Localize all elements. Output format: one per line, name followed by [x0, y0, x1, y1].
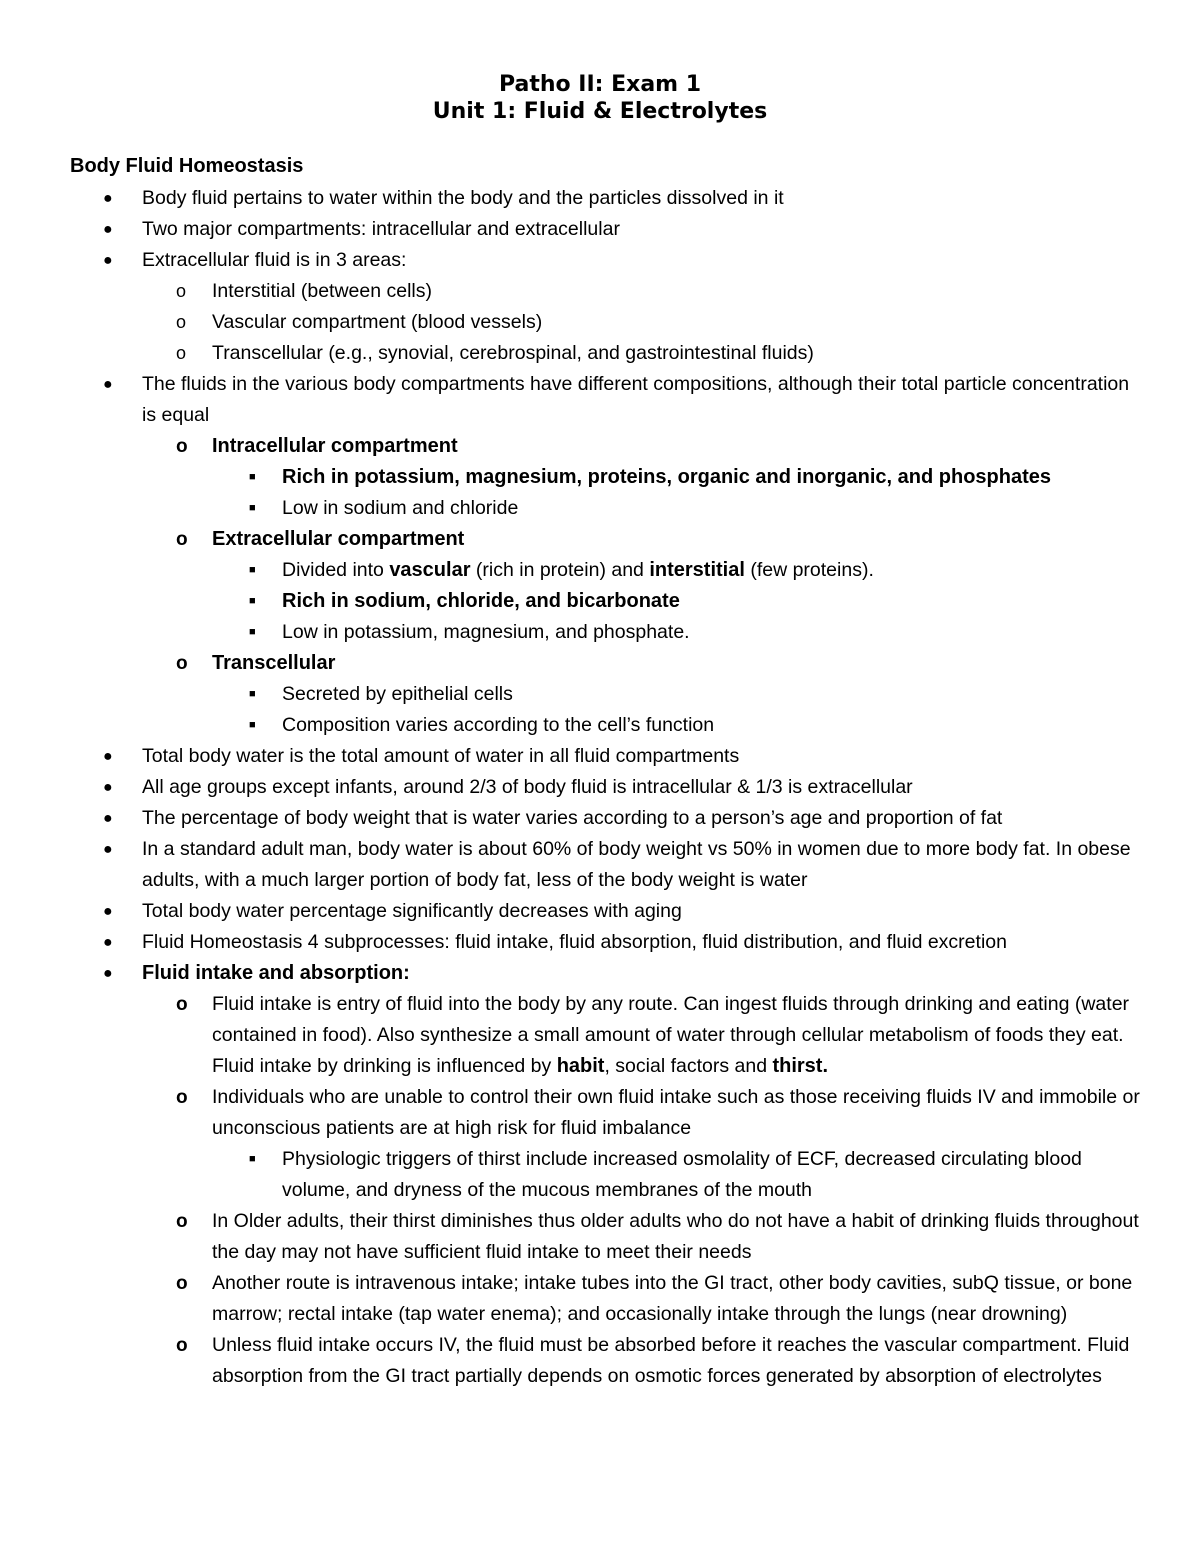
square-bullet-icon: ■ [249, 471, 256, 483]
sub-list-item: o Fluid intake is entry of fluid into the body by any route. Can ingest fluids through drinking and eating (water contained in food). Also synthesize a small amount of water through cellular metabolism of foods they eat. Fluid intake by drinking is influenced by habit, social factors and thirst. [100, 989, 1140, 1082]
square-bullet-icon: ■ [249, 1153, 256, 1165]
circle-bullet-icon: o [176, 1273, 188, 1294]
sub-sub-list [212, 679, 1140, 741]
circle-bullet-icon: o [176, 312, 187, 332]
bullet-icon: ● [103, 934, 113, 951]
circle-bullet-icon: o [176, 343, 187, 363]
square-bullet-icon: ■ [249, 502, 256, 514]
sub-sub-list-item: ■ Low in potassium, magnesium, and phosphate. [100, 617, 1140, 648]
sub-list-item: o Vascular compartment (blood vessels) [100, 307, 1140, 338]
list-item: ● In a standard adult man, body water is about 60% of body weight vs 50% in women due to more body fat. In obese adults, with a much larger portion of body fat, less of the body weight is water [100, 834, 1140, 896]
list-item: ● Total body water is the total amount of water in all fluid compartments [100, 741, 1140, 772]
sub-list-item: o Interstitial (between cells) [100, 276, 1140, 307]
list-item: ● Fluid intake and absorption: o Fluid intake is entry of fluid into the body by any route. Can ingest fluids through drinking and eating (water contained in food). Also synthesize a small amount of water through cellular metabolism of foods they eat. Fluid intake by drinking is influenced by habit, social factors and thirst. o Individuals who are unable to control their own fluid intake such as those receiving fluids IV and immobile or unconscious patients are at high risk for fluid imbalance ■ Physiologic triggers of thirst include increased osmolality of ECF, decreased circulating blood volume, and dryness of the mucous membranes of the mouth o In Older adults, their thirst diminishes thus older adults who do not have a habit of drinking fluids throughout the day may not have sufficient fluid intake to meet their needs o Another route is intravenous intake; intake tubes into the GI tract, other body cavities, subQ tissue, or bone marrow; rectal intake (tap water enema); and occasionally intake through the lungs (near drowning) o Unless fluid intake occurs IV, the fluid must be absorbed before it reaches the vascular compartment. Fluid absorption from the GI tract partially depends on osmotic forces generated by absorption of electrolytes [100, 958, 1140, 1392]
circle-bullet-icon: o [176, 281, 187, 301]
square-bullet-icon: ■ [249, 719, 256, 731]
circle-bullet-icon: o [176, 436, 188, 457]
square-bullet-icon: ■ [249, 595, 256, 607]
circle-bullet-icon: o [176, 1087, 188, 1108]
square-bullet-icon: ■ [249, 688, 256, 700]
bullet-list [100, 183, 1140, 1392]
sub-list-item: o In Older adults, their thirst diminishes thus older adults who do not have a habit of drinking fluids throughout the day may not have sufficient fluid intake to meet their needs [100, 1206, 1140, 1268]
sub-sub-list-item: ■ Divided into vascular (rich in protein) and interstitial (few proteins). [100, 555, 1140, 586]
sub-sub-list-item: ■ Rich in potassium, magnesium, proteins, organic and inorganic, and phosphates [100, 462, 1140, 493]
circle-bullet-icon: o [176, 994, 188, 1015]
document-title: Patho II: Exam 1 [498, 72, 702, 97]
list-item: ● The fluids in the various body compartments have different compositions, although their total particle concentration is equal o Intracellular compartment ■ Rich in potassium, magnesium, proteins, organic and inorganic, and phosphates ■ Low in sodium and chloride o Extracellular compartment ■ Divided into vascular (rich in protein) and interstitial (few proteins). ■ Rich in sodium, chloride, and bicarbonate ■ Low in potassium, magnesium, and phosphate. o Transcellular ■ Secreted by epithelial cells ■ Composition varies according to the cell’s function [100, 369, 1140, 741]
sub-sub-list-item: ■ Physiologic triggers of thirst include increased osmolality of ECF, decreased circulating blood volume, and dryness of the mucous membranes of the mouth [100, 1144, 1140, 1206]
circle-bullet-icon: o [176, 529, 188, 550]
section-heading: Body Fluid Homeostasis [70, 155, 304, 177]
sub-sub-list-item: ■ Secreted by epithelial cells [100, 679, 1140, 710]
sub-list-item: o Individuals who are unable to control their own fluid intake such as those receiving fluids IV and immobile or unconscious patients are at high risk for fluid imbalance ■ Physiologic triggers of thirst include increased osmolality of ECF, decreased circulating blood volume, and dryness of the mucous membranes of the mouth [100, 1082, 1140, 1206]
list-item: ● All age groups except infants, around 2/3 of body fluid is intracellular & 1/3 is extracellular [100, 772, 1140, 803]
square-bullet-icon: ■ [249, 564, 256, 576]
sub-sub-list [212, 1144, 1140, 1206]
sub-list-item: o Transcellular ■ Secreted by epithelial cells ■ Composition varies according to the cell’s function [100, 648, 1140, 741]
bullet-icon: ● [103, 903, 113, 920]
sub-list-item: o Transcellular (e.g., synovial, cerebrospinal, and gastrointestinal fluids) [100, 338, 1140, 369]
bullet-icon: ● [103, 748, 113, 765]
bullet-icon: ● [103, 376, 113, 393]
list-item: ● Total body water percentage significantly decreases with aging [100, 896, 1140, 927]
list-item: ● The percentage of body weight that is water varies according to a person’s age and proportion of fat [100, 803, 1140, 834]
bullet-icon: ● [103, 779, 113, 796]
circle-bullet-icon: o [176, 653, 188, 674]
list-item: ● Two major compartments: intracellular and extracellular [100, 214, 1140, 245]
bullet-icon: ● [103, 810, 113, 827]
bullet-icon: ● [103, 190, 113, 207]
sub-list-item: o Another route is intravenous intake; intake tubes into the GI tract, other body cavities, subQ tissue, or bone marrow; rectal intake (tap water enema); and occasionally intake through the lungs (near drowning) [100, 1268, 1140, 1330]
list-item: ● Fluid Homeostasis 4 subprocesses: fluid intake, fluid absorption, fluid distribution, and fluid excretion [100, 927, 1140, 958]
sub-sub-list-item: ■ Rich in sodium, chloride, and bicarbonate [100, 586, 1140, 617]
sub-list [142, 276, 1140, 369]
bullet-icon: ● [103, 965, 113, 982]
bullet-icon: ● [103, 221, 113, 238]
sub-sub-list [212, 462, 1140, 524]
sub-list-item: o Extracellular compartment ■ Divided into vascular (rich in protein) and interstitial (few proteins). ■ Rich in sodium, chloride, and bicarbonate ■ Low in potassium, magnesium, and phosphate. [100, 524, 1140, 648]
sub-list-item: o Intracellular compartment ■ Rich in potassium, magnesium, proteins, organic and inorganic, and phosphates ■ Low in sodium and chloride [100, 431, 1140, 524]
sub-list-item: o Unless fluid intake occurs IV, the fluid must be absorbed before it reaches the vascular compartment. Fluid absorption from the GI tract partially depends on osmotic forces generated by absorption of electrolytes [100, 1330, 1140, 1392]
bullet-icon: ● [103, 841, 113, 858]
list-item: ● Extracellular fluid is in 3 areas: o Interstitial (between cells) o Vascular compartment (blood vessels) o Transcellular (e.g., synovial, cerebrospinal, and gastrointestinal fluids) [100, 245, 1140, 369]
circle-bullet-icon: o [176, 1335, 188, 1356]
compartment-list [142, 431, 1140, 741]
sub-sub-list-item: ■ Composition varies according to the cell’s function [100, 710, 1140, 741]
list-item: ● Body fluid pertains to water within the body and the particles dissolved in it [100, 183, 1140, 214]
sub-sub-list [212, 555, 1140, 648]
bullet-icon: ● [103, 252, 113, 269]
circle-bullet-icon: o [176, 1211, 188, 1232]
document-subtitle: Unit 1: Fluid & Electrolytes [432, 99, 768, 124]
intake-list [142, 989, 1140, 1392]
square-bullet-icon: ■ [249, 626, 256, 638]
sub-sub-list-item: ■ Low in sodium and chloride [100, 493, 1140, 524]
